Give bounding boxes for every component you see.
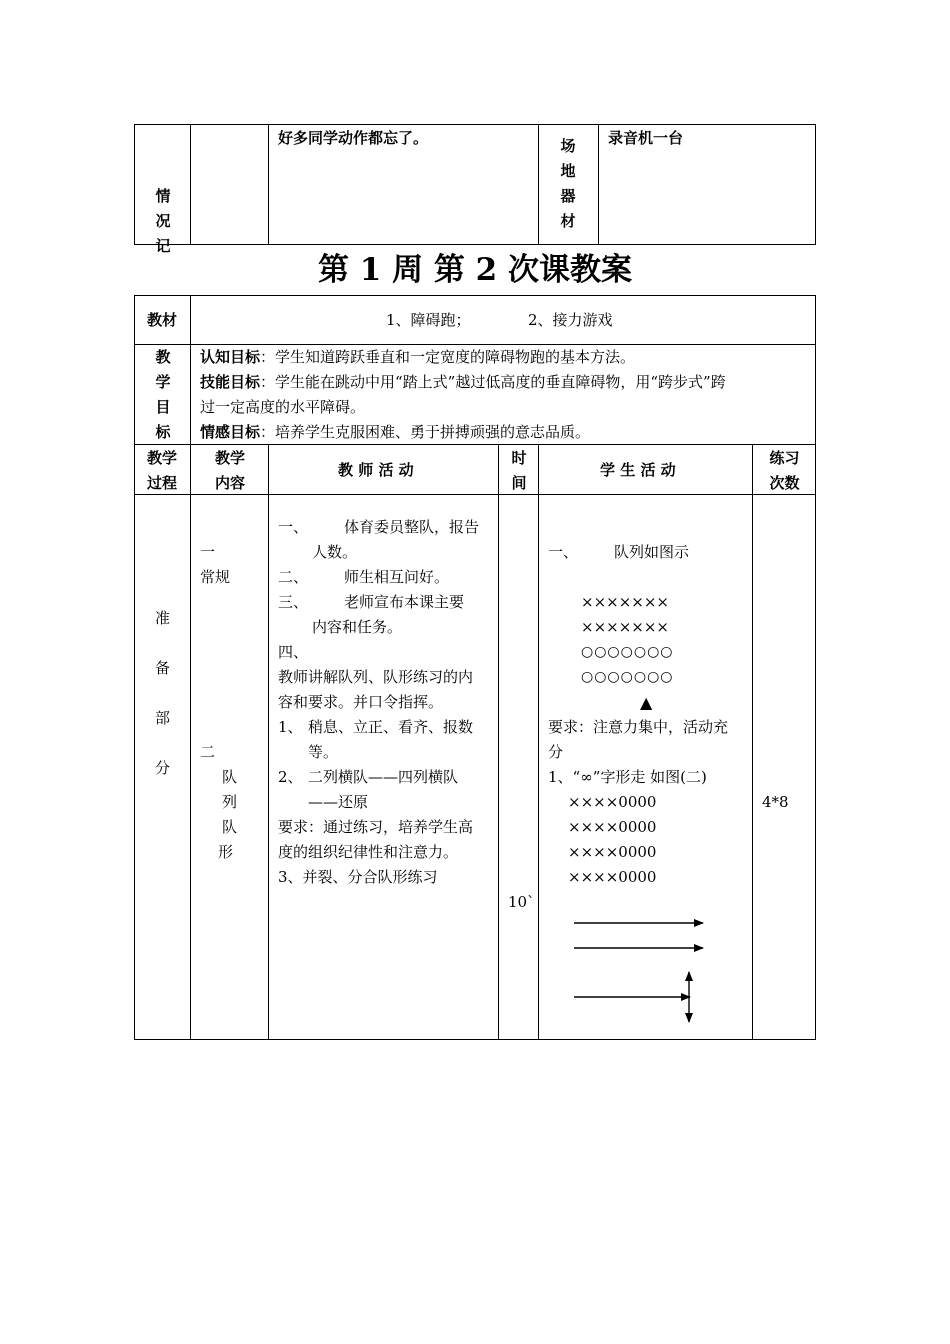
formation-row: ○○○○○○○ bbox=[581, 669, 674, 685]
cognitive-goal-label: 认知目标 bbox=[200, 348, 261, 366]
teacher-line: 3、并裂、分合队形练习 bbox=[278, 868, 438, 886]
lesson-title: 第 1 周 第 2 次课教案 bbox=[317, 252, 633, 288]
content-part-2-char: 形 bbox=[218, 843, 234, 861]
emotion-goal-text: ：培养学生克服困难、勇于拼搏顽强的意志品质。 bbox=[260, 423, 591, 441]
teacher-line-text: 老师宣布本课主要 bbox=[344, 593, 465, 611]
header-text: 间 bbox=[511, 474, 527, 492]
header-text: 教学 bbox=[214, 449, 245, 467]
practice-count: 4*8 bbox=[762, 793, 789, 811]
teacher-line: 内容和任务。 bbox=[312, 618, 403, 636]
teacher-line-text: 体育委员整队，报告 bbox=[344, 518, 480, 536]
cognitive-goal-text: ：学生知道跨跃垂直和一定宽度的障碍物跑的基本方法。 bbox=[260, 348, 636, 366]
teacher-line: 四、 bbox=[278, 643, 309, 661]
teacher-line: 人数。 bbox=[312, 543, 358, 561]
student-item-1-text: 队列如图示 bbox=[614, 543, 690, 561]
teacher-line bbox=[278, 765, 459, 790]
teacher-line-num: 三、 bbox=[278, 593, 309, 611]
equipment-text: 录音机一台 bbox=[608, 129, 684, 147]
teacher-line-text: 师生相互问好。 bbox=[344, 568, 450, 586]
process-char: 分 bbox=[155, 759, 171, 777]
header-text: 练习 bbox=[769, 449, 800, 467]
header-time bbox=[500, 446, 538, 496]
teacher-line-text: 二列横队——四列横队 bbox=[308, 768, 459, 786]
cross-row: ××××0000 bbox=[568, 843, 657, 861]
student-requirement: 分 bbox=[548, 743, 564, 761]
student-item-2: 1、“∞”字形走 如图(二) bbox=[548, 768, 707, 786]
label-char: 记 bbox=[155, 237, 171, 255]
label-char: 材 bbox=[560, 212, 576, 230]
teacher-line-num: 1、 bbox=[278, 718, 303, 736]
cross-row: ××××0000 bbox=[568, 818, 657, 836]
situation-text: 好多同学动作都忘了。 bbox=[278, 129, 429, 147]
teacher-line: 度的组织纪律性和注意力。 bbox=[278, 843, 459, 861]
material-label: 教材 bbox=[147, 311, 178, 329]
equipment-label bbox=[555, 134, 581, 234]
teacher-line bbox=[278, 515, 480, 540]
formation-row: ××××××× bbox=[581, 593, 669, 611]
content-part-1-title: 常规 bbox=[200, 568, 231, 586]
time-value: 10` bbox=[508, 893, 535, 911]
teacher-line: 教师讲解队列、队形练习的内 bbox=[278, 668, 474, 686]
label-char: 情 bbox=[155, 187, 171, 205]
cognitive-goal bbox=[200, 345, 635, 370]
label-char: 况 bbox=[155, 212, 171, 230]
header-text: 时 bbox=[511, 449, 527, 467]
content-part-2-char: 列 bbox=[222, 793, 238, 811]
label-char: 器 bbox=[560, 187, 576, 205]
process-char: 准 bbox=[155, 609, 171, 627]
header-student-activity: 学 生 活 动 bbox=[600, 461, 676, 479]
label-char: 目 bbox=[155, 398, 171, 416]
skill-goal-label: 技能目标 bbox=[200, 373, 261, 391]
header-content bbox=[192, 446, 268, 496]
movement-arrows-diagram bbox=[560, 905, 720, 1030]
material-item-2: 2、接力游戏 bbox=[528, 311, 613, 329]
content-part-2-char: 队 bbox=[222, 818, 238, 836]
label-char: 标 bbox=[155, 423, 171, 441]
teacher-line: 等。 bbox=[308, 743, 339, 761]
header-text: 内容 bbox=[214, 474, 245, 492]
teacher-line bbox=[278, 565, 450, 590]
header-process bbox=[136, 446, 188, 496]
teacher-line-num: 一、 bbox=[278, 518, 309, 536]
formation-row: ××××××× bbox=[581, 618, 669, 636]
header-teacher-activity: 教 师 活 动 bbox=[338, 461, 414, 479]
teacher-line: 容和要求。并口令指挥。 bbox=[278, 693, 444, 711]
skill-goal bbox=[200, 370, 726, 395]
goals-label bbox=[150, 345, 176, 445]
formation-row: ○○○○○○○ bbox=[581, 644, 674, 660]
teacher-position-triangle-icon: ▲ bbox=[640, 693, 653, 712]
material-item-1: 1、障碍跑； bbox=[386, 311, 471, 329]
teacher-line-text: 稍息、立正、看齐、报数 bbox=[308, 718, 474, 736]
header-text: 次数 bbox=[769, 474, 800, 492]
teacher-line: ——还原 bbox=[308, 793, 369, 811]
cross-row: ××××0000 bbox=[568, 868, 657, 886]
teacher-line-num: 2、 bbox=[278, 768, 303, 786]
label-char: 地 bbox=[560, 162, 576, 180]
teacher-line bbox=[278, 715, 474, 740]
header-text: 过程 bbox=[146, 474, 177, 492]
student-item-1 bbox=[548, 540, 690, 565]
teacher-line-num: 二、 bbox=[278, 568, 309, 586]
student-item-1-num: 一、 bbox=[548, 543, 579, 561]
emotion-goal-label: 情感目标 bbox=[200, 423, 261, 441]
label-char: 学 bbox=[155, 373, 171, 391]
teacher-line: 要求：通过练习，培养学生高 bbox=[278, 818, 474, 836]
header-practice bbox=[754, 446, 815, 496]
skill-goal-text: ：学生能在跳动中用“踏上式”越过低高度的垂直障碍物，用“跨步式”跨 bbox=[260, 373, 726, 391]
process-char: 备 bbox=[155, 659, 171, 677]
process-char: 部 bbox=[155, 709, 171, 727]
header-text: 教学 bbox=[146, 449, 177, 467]
cross-row: ××××0000 bbox=[568, 793, 657, 811]
emotion-goal bbox=[200, 420, 590, 445]
content-part-2-num: 二 bbox=[200, 743, 216, 761]
student-requirement: 要求：注意力集中，活动充 bbox=[548, 718, 729, 736]
content-part-1-num: 一 bbox=[200, 543, 216, 561]
teacher-line bbox=[278, 590, 465, 615]
label-char: 场 bbox=[560, 137, 576, 155]
skill-goal-continued: 过一定高度的水平障碍。 bbox=[200, 398, 366, 416]
label-char: 教 bbox=[155, 348, 171, 366]
content-part-2-char: 队 bbox=[222, 768, 238, 786]
